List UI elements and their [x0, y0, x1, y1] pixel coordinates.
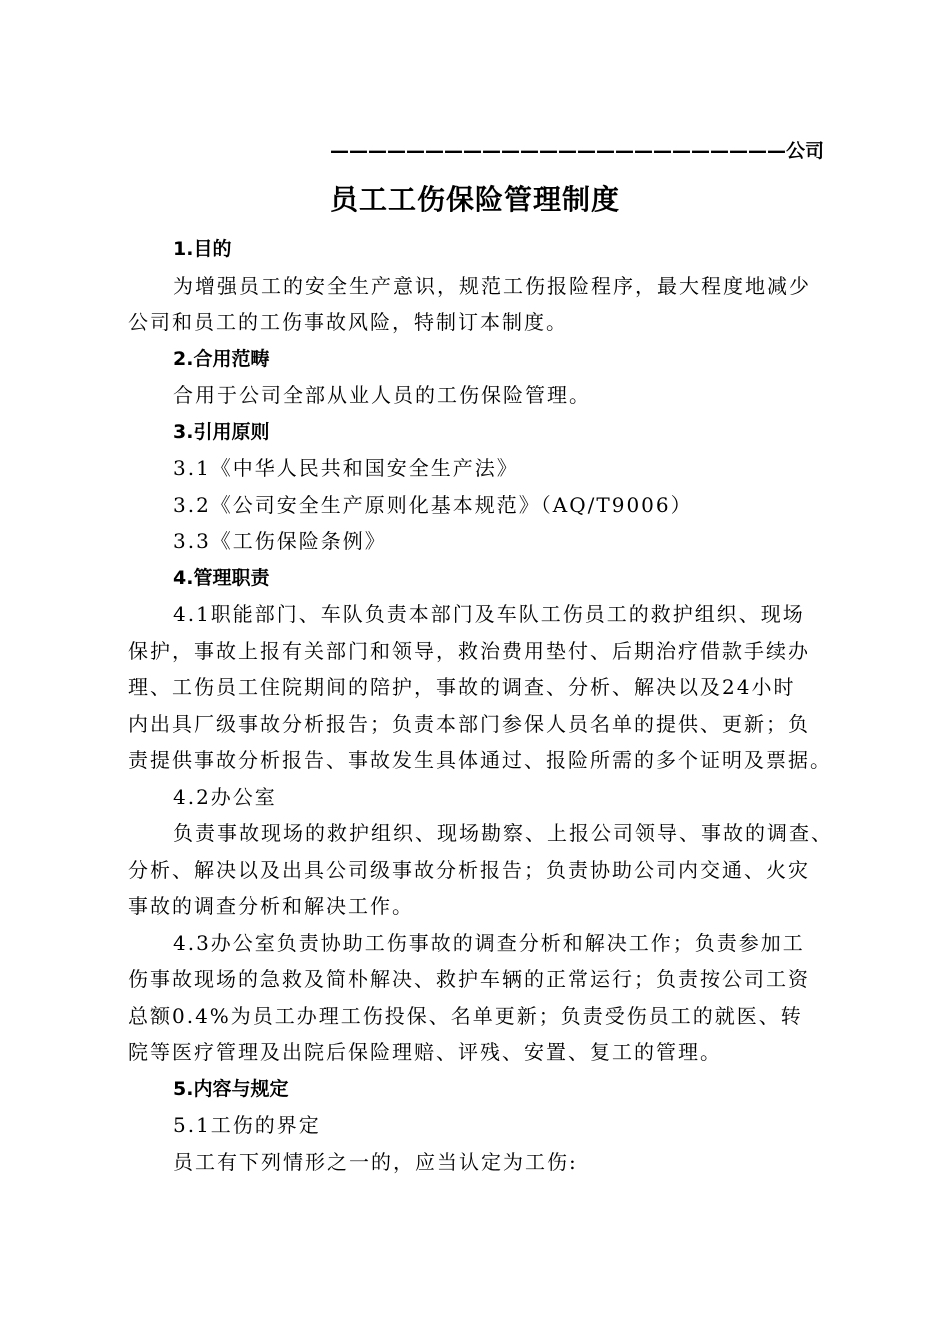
paragraph-line: 事故的调查分析和解决工作。	[128, 894, 414, 918]
paragraph-line: 院等医疗管理及出院后保险理赔、评残、安置、复工的管理。	[128, 1040, 722, 1064]
paragraph-line: 为增强员工的安全生产意识，规范工伤报险程序，最大程度地减少	[173, 273, 811, 298]
paragraph-line: 分析、解决以及出具公司级事故分析报告；负责协助公司内交通、火灾	[128, 857, 810, 882]
paragraph-line: 内出具厂级事故分析报告；负责本部门参保人员名单的提供、更新；负	[128, 711, 810, 736]
paragraph-line: 理、工伤员工住院期间的陪护，事故的调查、分析、解决以及24小时	[128, 675, 796, 699]
paragraph-line: 3.2《公司安全生产原则化基本规范》（AQ/T9006）	[173, 492, 693, 517]
paragraph-line: 4.1职能部门、车队负责本部门及车队工伤员工的救护组织、现场	[173, 602, 805, 626]
paragraph-line: 员工有下列情形之一的，应当认定为工伤:	[173, 1149, 578, 1174]
section-heading: 3.引用原则	[173, 420, 270, 443]
section-heading: 5.内容与规定	[173, 1077, 289, 1100]
paragraph-line: 3.3《工伤保险条例》	[173, 529, 387, 553]
paragraph-line: 合用于公司全部从业人员的工伤保险管理。	[173, 383, 591, 407]
paragraph-line: 公司和员工的工伤事故风险，特制订本制度。	[128, 310, 568, 334]
paragraph-line: 4.3办公室负责协助工伤事故的调查分析和解决工作；负责参加工	[173, 930, 805, 955]
company-line: ————————————————————————公司	[330, 140, 825, 162]
section-heading: 1.目的	[173, 238, 232, 260]
paragraph-line: 负责事故现场的救护组织、现场勘察、上报公司领导、事故的调查、	[173, 821, 833, 845]
paragraph-line: 4.2办公室	[173, 784, 277, 809]
paragraph-line: 5.1工伤的界定	[173, 1113, 321, 1137]
document-body	[128, 231, 836, 1180]
document-title: 员工工伤保险管理制度	[329, 183, 620, 216]
section-heading: 2.合用范畴	[173, 347, 270, 370]
paragraph-line: 责提供事故分析报告、事故发生具体通过、报险所需的多个证明及票据。	[128, 748, 832, 772]
paragraph-line: 保护，事故上报有关部门和领导，救治费用垫付、后期治疗借款手续办	[128, 638, 810, 663]
paragraph-line: 伤事故现场的急救及简朴解决、救护车辆的正常运行；负责按公司工资	[128, 967, 810, 991]
paragraph-line: 3.1《中华人民共和国安全生产法》	[173, 456, 519, 480]
paragraph-line: 总额0.4%为员工办理工伤投保、名单更新；负责受伤员工的就医、转	[128, 1003, 803, 1028]
section-heading: 4.管理职责	[173, 566, 270, 589]
